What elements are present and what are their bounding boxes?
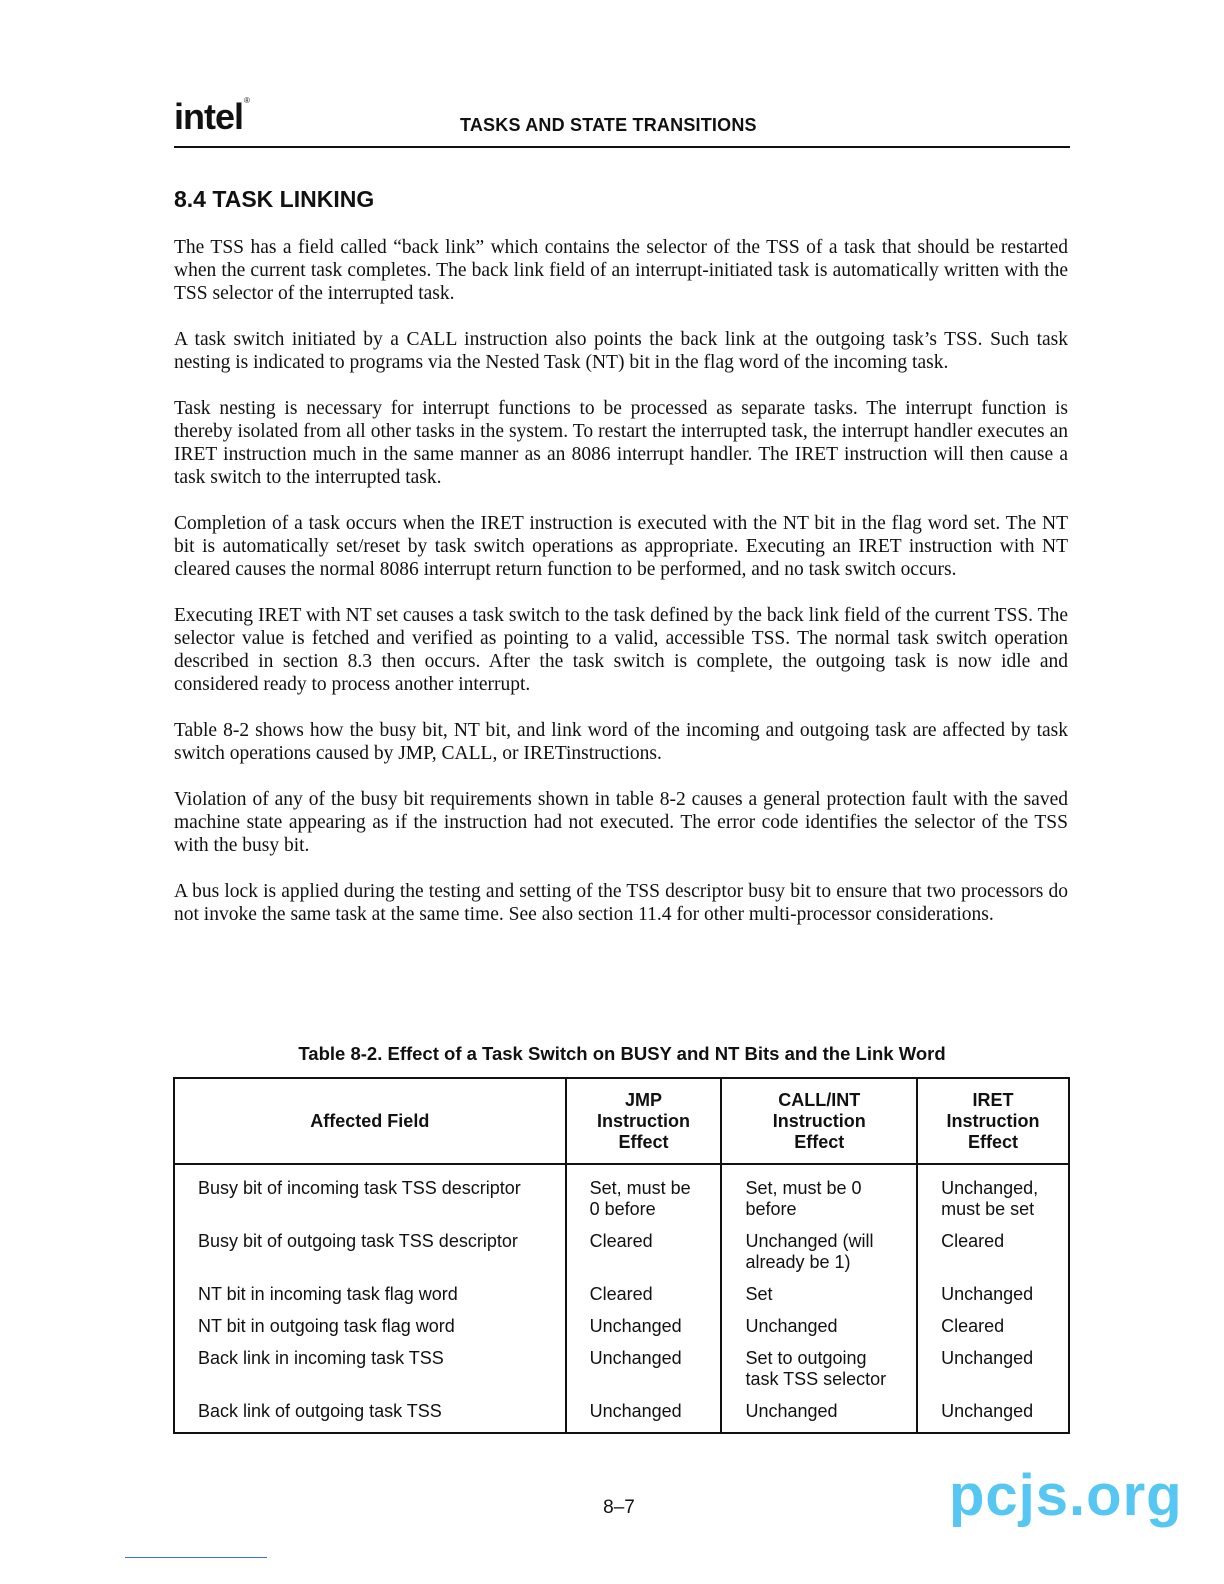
cell-iret-effect [917, 1348, 1069, 1401]
table-row [174, 1164, 1069, 1231]
cell-line: Effect [968, 1131, 1019, 1152]
cell-line: Effect [618, 1131, 669, 1152]
cell-line: Unchanged [941, 1284, 1034, 1304]
cell-line: Unchanged [941, 1348, 1034, 1368]
intel-logo [174, 96, 249, 138]
cell-line: task TSS selector [745, 1369, 887, 1389]
cell-line: IRET [972, 1089, 1014, 1110]
cell-line: Affected Field [310, 1110, 430, 1131]
table-row [174, 1231, 1069, 1284]
cell-call-effect [721, 1164, 917, 1231]
paragraph: The TSS has a field called “back link” which contains the selector of the TSS of a task that should be restarted when the current task completes. The back link field of an interrupt-initiated task is automatically written with the TSS selector of the interrupted task. [174, 237, 1068, 304]
cell-line: must be set [941, 1199, 1035, 1219]
table-body [174, 1164, 1069, 1433]
cell-call-effect [721, 1231, 917, 1284]
cell-line: Cleared [589, 1284, 653, 1304]
cell-line: 0 before [589, 1199, 656, 1219]
cell-call-effect [721, 1348, 917, 1401]
cell-line: Unchanged [745, 1316, 838, 1336]
table-row [174, 1348, 1069, 1401]
cell-iret-effect [917, 1316, 1069, 1348]
cell-line: Unchanged [589, 1401, 682, 1421]
header-iret [917, 1078, 1069, 1164]
cell-jmp-effect [566, 1401, 722, 1433]
paragraph: Violation of any of the busy bit requirements shown in table 8-2 causes a general protection fault with the saved machine state appearing as if the instruction had not executed. The error code identifies the selector of the TSS with the busy bit. [174, 789, 1068, 856]
cell-line: CALL/INT [778, 1089, 861, 1110]
cell-affected-field: NT bit in incoming task flag word [174, 1284, 566, 1316]
cell-jmp-effect [566, 1316, 722, 1348]
cell-line: Cleared [941, 1316, 1005, 1336]
cell-line: Unchanged [589, 1348, 682, 1368]
cell-line: Effect [794, 1131, 845, 1152]
table-caption: Table 8-2. Effect of a Task Switch on BUSY and NT Bits and the Link Word [298, 1043, 946, 1064]
header-jmp [566, 1078, 722, 1164]
cell-line: Unchanged, [941, 1178, 1039, 1198]
cell-affected-field: Busy bit of outgoing task TSS descriptor [174, 1231, 566, 1284]
header-affected-field [174, 1078, 566, 1164]
header-rule [174, 146, 1070, 148]
body-text [174, 236, 1068, 949]
logo-registered-mark: ® [244, 96, 249, 105]
cell-line: Cleared [589, 1231, 653, 1251]
paragraph: Executing IRET with NT set causes a task switch to the task defined by the back link field of the current TSS. The selector value is fetched and verified as pointing to a valid, accessible TSS. The normal task switch operation described in section 8.3 then occurs. After the task switch is complete, the outgoing task is now idle and considered ready to process another interrupt. [174, 605, 1068, 695]
paragraph: Completion of a task occurs when the IRET instruction is executed with the NT bit in the flag word set. The NT bit is automatically set/reset by task switch operations as appropriate. Executing an IRET instruction with NT cleared causes the normal 8086 interrupt return function to be performed, and no task switch occurs. [174, 513, 1068, 580]
cell-call-effect [721, 1284, 917, 1316]
cell-iret-effect [917, 1284, 1069, 1316]
cell-jmp-effect [566, 1348, 722, 1401]
cell-line: Instruction [946, 1110, 1040, 1131]
cell-line: JMP [625, 1089, 663, 1110]
cell-affected-field: Busy bit of incoming task TSS descriptor [174, 1164, 566, 1231]
cell-line: Set to outgoing [745, 1348, 867, 1368]
paragraph: Table 8-2 shows how the busy bit, NT bit, and link word of the incoming and outgoing task are affected by task switch operations caused by JMP, CALL, or IRETinstructions. [174, 720, 1068, 764]
cell-line: before [745, 1199, 797, 1219]
paragraph: Task nesting is necessary for interrupt functions to be processed as separate tasks. The interrupt function is thereby isolated from all other tasks in the system. To restart the interrupted task, the interrupt handler executes an IRET instruction much in the same manner as an 8086 interrupt handler. The IRET instruction will then cause a task switch to the interrupted task. [174, 398, 1068, 488]
cell-affected-field: Back link in incoming task TSS [174, 1348, 566, 1401]
cell-line: Unchanged (will [745, 1231, 874, 1251]
cell-affected-field: Back link of outgoing task TSS [174, 1401, 566, 1433]
paragraph: A task switch initiated by a CALL instruction also points the back link at the outgoing task’s TSS. Such task nesting is indicated to programs via the Nested Task (NT) bit in the flag word of the incoming task. [174, 329, 1068, 373]
cell-line: Set, must be 0 [745, 1178, 862, 1198]
cell-iret-effect [917, 1231, 1069, 1284]
cell-line: Set [745, 1284, 773, 1304]
table-row [174, 1284, 1069, 1316]
cell-line: Unchanged [589, 1316, 682, 1336]
table-header-row [174, 1078, 1069, 1164]
running-header-title: TASKS AND STATE TRANSITIONS [460, 115, 757, 135]
watermark: pcjs.org [949, 1463, 1183, 1528]
cell-jmp-effect [566, 1231, 722, 1284]
cell-line: Cleared [941, 1231, 1005, 1251]
table-row [174, 1316, 1069, 1348]
bottom-rule [125, 1557, 267, 1558]
table-row [174, 1401, 1069, 1433]
header-call-int [721, 1078, 917, 1164]
cell-line: Set, must be [589, 1178, 691, 1198]
cell-line: Unchanged [941, 1401, 1034, 1421]
cell-line: already be 1) [745, 1252, 851, 1272]
cell-jmp-effect [566, 1284, 722, 1316]
cell-affected-field: NT bit in outgoing task flag word [174, 1316, 566, 1348]
cell-iret-effect [917, 1401, 1069, 1433]
cell-jmp-effect [566, 1164, 722, 1231]
cell-call-effect [721, 1401, 917, 1433]
task-switch-effects-table [173, 1077, 1070, 1434]
cell-line: Unchanged [745, 1401, 838, 1421]
cell-line: Instruction [597, 1110, 691, 1131]
paragraph: A bus lock is applied during the testing and setting of the TSS descriptor busy bit to ensure that two processors do not invoke the same task at the same time. See also section 11.4 for other multi-processor considerations. [174, 881, 1068, 925]
logo-text: intel [174, 96, 244, 137]
cell-call-effect [721, 1316, 917, 1348]
section-heading: 8.4 TASK LINKING [174, 186, 375, 212]
cell-line: Instruction [772, 1110, 866, 1131]
cell-iret-effect [917, 1164, 1069, 1231]
page-number: 8–7 [603, 1497, 635, 1518]
